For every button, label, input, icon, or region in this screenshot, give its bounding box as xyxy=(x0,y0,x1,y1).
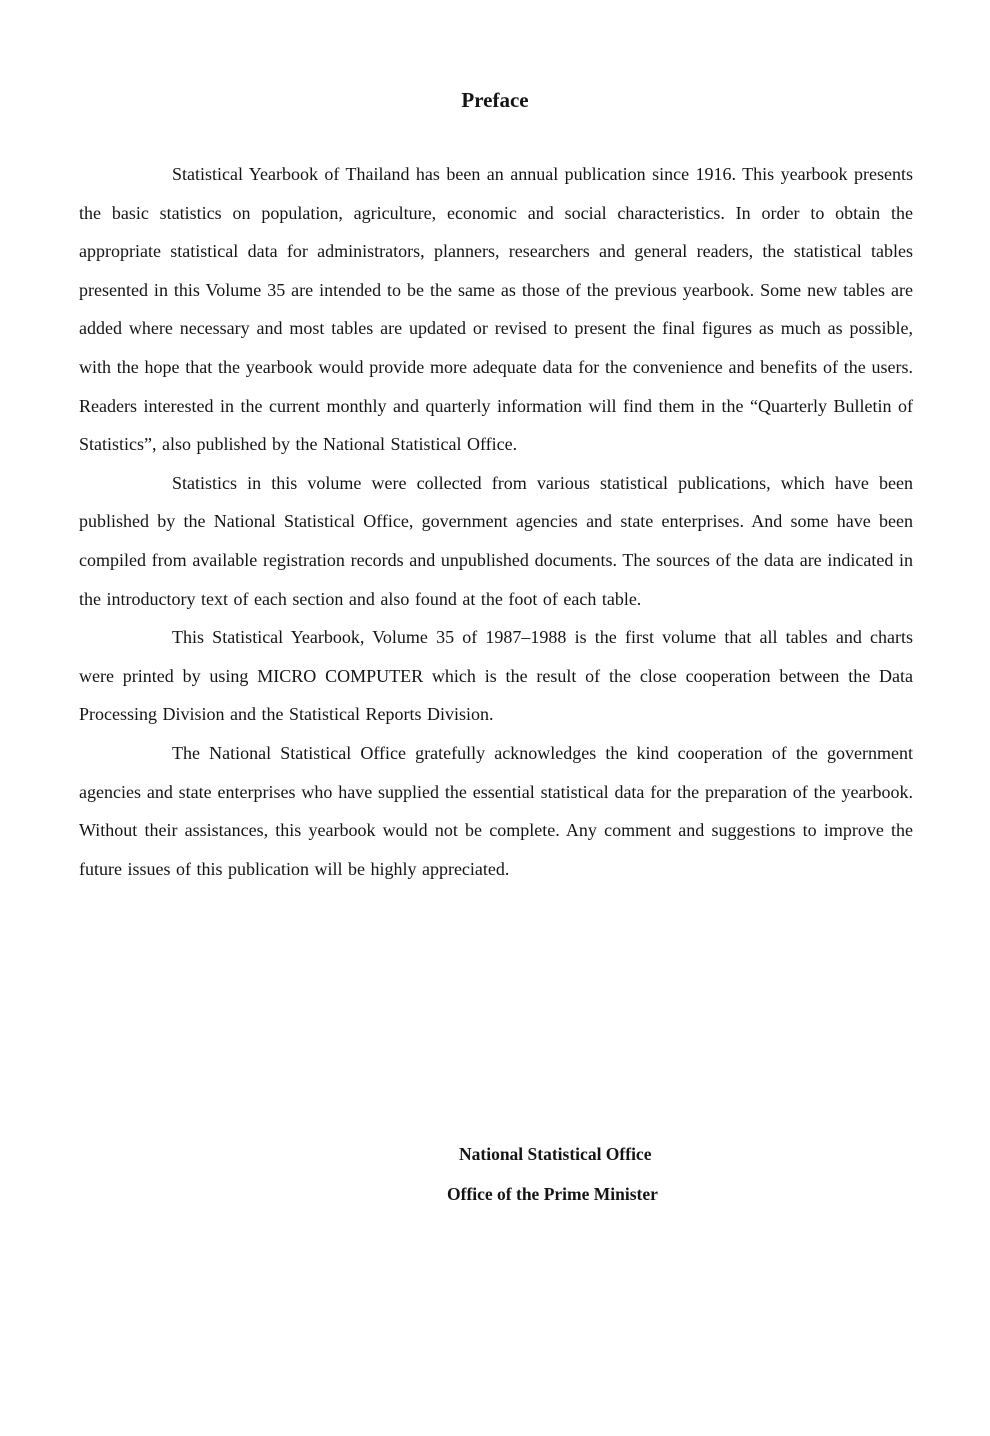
paragraph-micro-computer: This Statistical Yearbook, Volume 35 of 1987–1988 is the first volume that all tables and charts were printed by using MICRO COMPUTER which is the result of the close cooperation between the Data Processing Division and the Statistical Reports Division. xyxy=(79,627,913,725)
signature-block xyxy=(447,1134,717,1214)
signature-office: National Statistical Office xyxy=(459,1144,652,1164)
signature-ministry: Office of the Prime Minister xyxy=(447,1184,658,1204)
page-title: Preface xyxy=(461,88,529,112)
paragraph-history: Statistical Yearbook of Thailand has been an annual publication since 1916. This yearbook presents the basic statistics on population, agriculture, economic and social characteristics. In order to obtain the appropriate statistical data for administrators, planners, researchers and general readers, the statistical tables presented in this Volume 35 are intended to be the same as those of the previous yearbook. Some new tables are added where necessary and most tables are updated or revised to present the final figures as much as possible, with the hope that the yearbook would provide more adequate data for the convenience and benefits of the users. Readers interested in the current monthly and quarterly information will find them in the “Quarterly Bulletin of Statistics”, also published by the National Statistical Office. xyxy=(79,164,913,455)
preface-body xyxy=(79,155,913,888)
paragraph-sources: Statistics in this volume were collected from various statistical publications, which have been published by the National Statistical Office, government agencies and state enterprises. And some have been compiled from available registration records and unpublished documents. The sources of the data are indicated in the introductory text of each section and also found at the foot of each table. xyxy=(79,472,913,609)
paragraph-acknowledgement: The National Statistical Office gratefully acknowledges the kind cooperation of the government agencies and state enterprises who have supplied the essential statistical data for the preparation of the yearbook. Without their assistances, this yearbook would not be complete. Any comment and suggestions to improve the future issues of this publication will be highly appreciated. xyxy=(79,742,913,879)
